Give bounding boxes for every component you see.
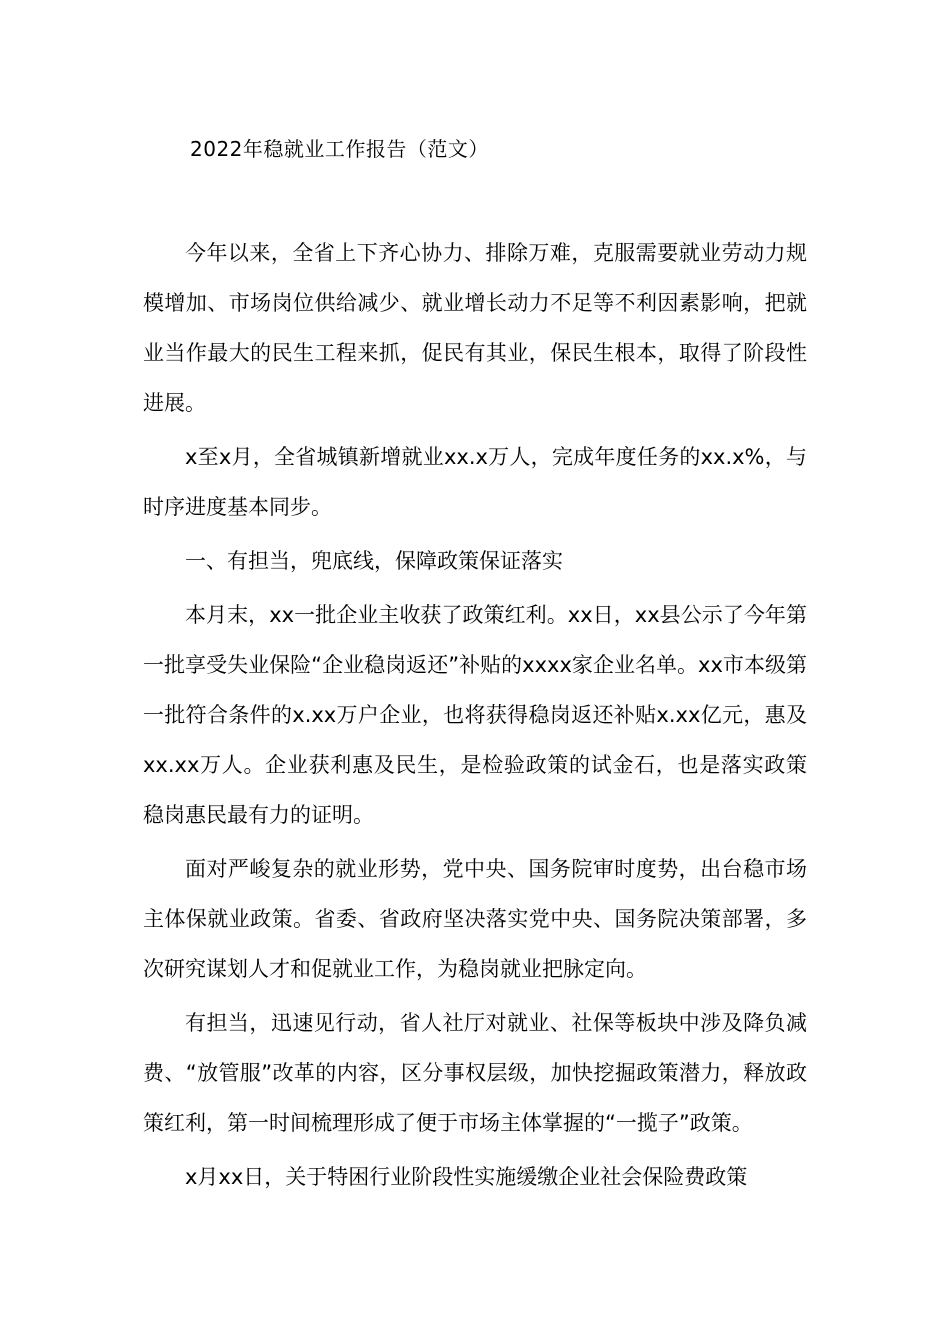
document-title: 2022年稳就业工作报告（范文） (190, 137, 489, 161)
paragraph-action: 有担当，迅速见行动，省人社厅对就业、社保等板块中涉及降负减费、“放管服”改革的内容，区分事权层级，加快挖掘政策潜力，释放政策红利，第一时间梳理形成了便于市场主体掌握的“一揽子”政策。 (143, 1011, 807, 1135)
paragraph-intro: 今年以来，全省上下齐心协力、排除万难，克服需要就业劳动力规模增加、市场岗位供给减少、就业增长动力不足等不利因素影响，把就业当作最大的民生工程来抓，促民有其业，保民生根本，取得了阶段性进展。 (143, 241, 807, 415)
document-body (143, 228, 807, 1206)
paragraph-deferral: x月xx日，关于特困行业阶段性实施缓缴企业社会保险费政策 (185, 1165, 748, 1189)
paragraph-situation: 面对严峻复杂的就业形势，党中央、国务院审时度势，出台稳市场主体保就业政策。省委、省政府坚决落实党中央、国务院决策部署，多次研究谋划人才和促就业工作，为稳岗就业把脉定向。 (143, 857, 807, 981)
paragraph-policy-dividend: 本月末，xx一批企业主收获了政策红利。xx日，xx县公示了今年第一批享受失业保险“企业稳岗返还”补贴的xxxx家企业名单。xx市本级第一批符合条件的x.xx万户企业，也将获得稳岗返还补贴x.xx亿元，惠及xx.xx万人。企业获利惠及民生，是检验政策的试金石，也是落实政策稳岗惠民最有力的证明。 (143, 603, 807, 827)
section-heading-1: 一、有担当，兜底线，保障政策保证落实 (185, 549, 563, 573)
paragraph-employment-stats: x至x月，全省城镇新增就业xx.x万人，完成年度任务的xx.x%，与时序进度基本同步。 (143, 445, 807, 519)
